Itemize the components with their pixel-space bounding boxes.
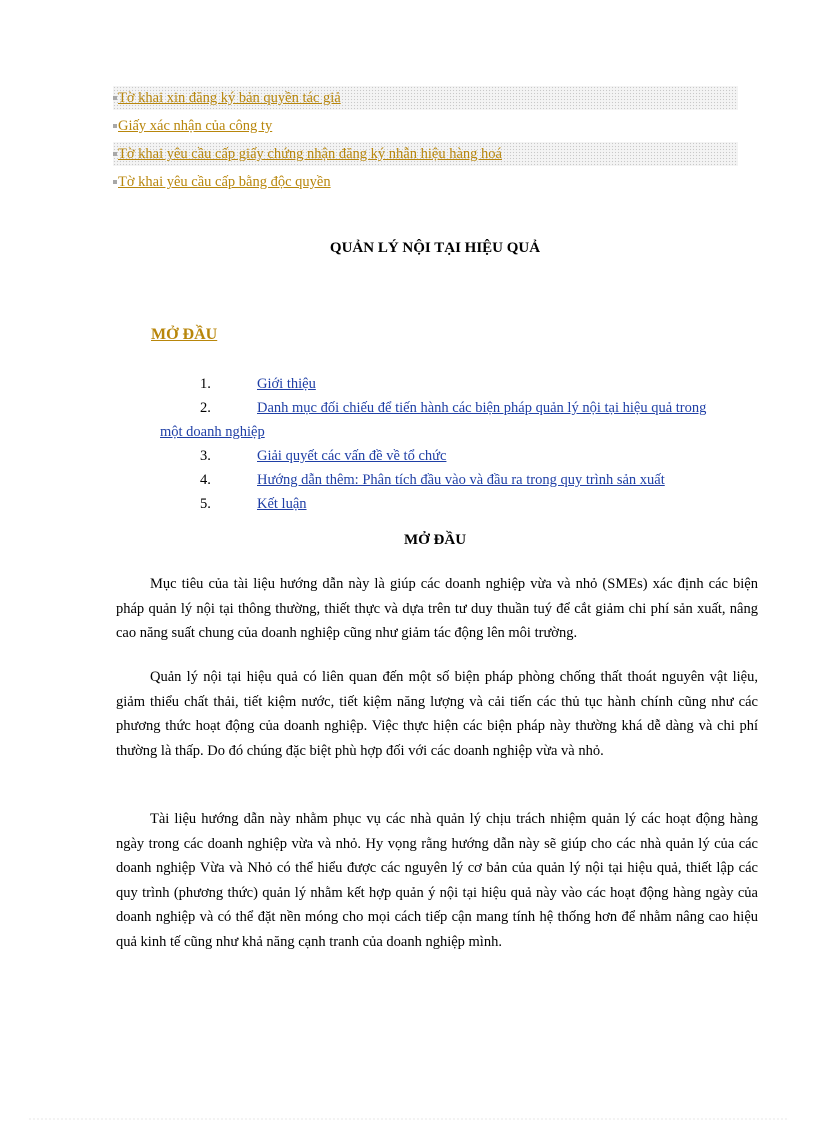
toc-link-organizational-issues[interactable]: Giải quyết các vấn đề về tổ chức xyxy=(257,448,447,464)
bullet-icon xyxy=(113,96,117,100)
link-trademark-certificate-form[interactable]: Tờ khai yêu cầu cấp giấy chứng nhận đăng ký nhẫn hiệu hàng hoá xyxy=(118,146,502,162)
toc-link-checklist-continued[interactable]: một doanh nghiệp xyxy=(160,424,265,440)
document-title: QUẢN LÝ NỘI TẠI HIỆU QUẢ xyxy=(329,240,541,256)
related-link-row xyxy=(113,86,738,110)
toc-item xyxy=(160,444,770,468)
paragraph: Quản lý nội tại hiệu quả có liên quan đến một số biện pháp phòng chống thất thoát nguyên vật liệu, giảm thiểu chất thải, tiết kiệm nước, tiết kiệm năng lượng và cải tiến các thủ tục hành chính cũng như các phương thức hoạt động của doanh nghiệp. Việc thực hiện các biện pháp này thường khá dễ dàng và chi phí thường là thấp. Do đó chúng đặc biệt phù hợp đối với các doanh nghiệp vừa và nhỏ. xyxy=(116,669,758,759)
bullet-icon xyxy=(113,124,117,128)
toc-item xyxy=(160,396,770,420)
related-link-row xyxy=(113,142,738,166)
intro-heading-link[interactable]: MỞ ĐẦU xyxy=(151,326,218,343)
toc-number: 2. xyxy=(200,400,211,416)
toc-number: 3. xyxy=(200,448,211,464)
bullet-icon xyxy=(113,180,117,184)
link-company-certificate[interactable]: Giấy xác nhận của công ty xyxy=(118,118,273,134)
toc-number: 5. xyxy=(200,496,211,512)
toc-link-input-output-analysis[interactable]: Hướng dẫn thêm: Phân tích đầu vào và đầu ra trong quy trình sản xuất xyxy=(257,472,665,488)
toc-link-checklist[interactable]: Danh mục đối chiếu để tiến hành các biện pháp quản lý nội tại hiệu quả trong xyxy=(257,400,707,416)
toc-item-continuation xyxy=(160,420,770,444)
page-bottom-divider xyxy=(28,1118,788,1120)
link-copyright-registration-form[interactable]: Tờ khai xin đăng ký bản quyền tác giả xyxy=(118,90,341,106)
related-links-list xyxy=(113,86,738,198)
toc-link-introduction[interactable]: Giới thiệu xyxy=(257,376,316,392)
toc-item xyxy=(160,468,770,492)
toc-item xyxy=(160,372,770,396)
section-heading: MỞ ĐẦU xyxy=(403,532,467,548)
toc-link-conclusion[interactable]: Kết luận xyxy=(257,496,307,512)
table-of-contents xyxy=(160,372,770,516)
toc-item xyxy=(160,492,770,516)
toc-number: 4. xyxy=(200,472,211,488)
link-patent-form[interactable]: Tờ khai yêu cầu cấp bằng độc quyền xyxy=(118,174,331,190)
related-link-row xyxy=(113,114,738,138)
paragraph: Mục tiêu của tài liệu hướng dẫn này là giúp các doanh nghiệp vừa và nhỏ (SMEs) xác định các biện pháp quản lý nội tại thông thường, thiết thực và dựa trên tư duy thuần tuý để cắt giảm chi phí sản xuất, nâng cao năng suất chung của doanh nghiệp cũng như giảm tác động lên môi trường. xyxy=(116,576,758,641)
related-link-row xyxy=(113,170,738,194)
paragraph: Tài liệu hướng dẫn này nhằm phục vụ các nhà quản lý chịu trách nhiệm quản lý các hoạt động hàng ngày trong các doanh nghiệp vừa và nhỏ. Hy vọng rằng hướng dẫn này sẽ giúp cho các nhà quản lý của các doanh nghiệp Vừa và Nhỏ có thể hiểu được các nguyên lý cơ bản của quản lý nội tại hiệu quả, thiết lập các quy trình (phương thức) quản lý nhằm kết hợp quản ý nội tại hiệu quả này vào các hoạt động hàng ngày của doanh nghiệp và có thể đặt nền móng cho mọi cách tiếp cận mang tính hệ thống hơn để nhằm nâng cao hiệu quả kinh tế cũng như khả năng cạnh tranh của doanh nghiệp mình. xyxy=(116,811,758,950)
bullet-icon xyxy=(113,152,117,156)
toc-number: 1. xyxy=(200,376,211,392)
